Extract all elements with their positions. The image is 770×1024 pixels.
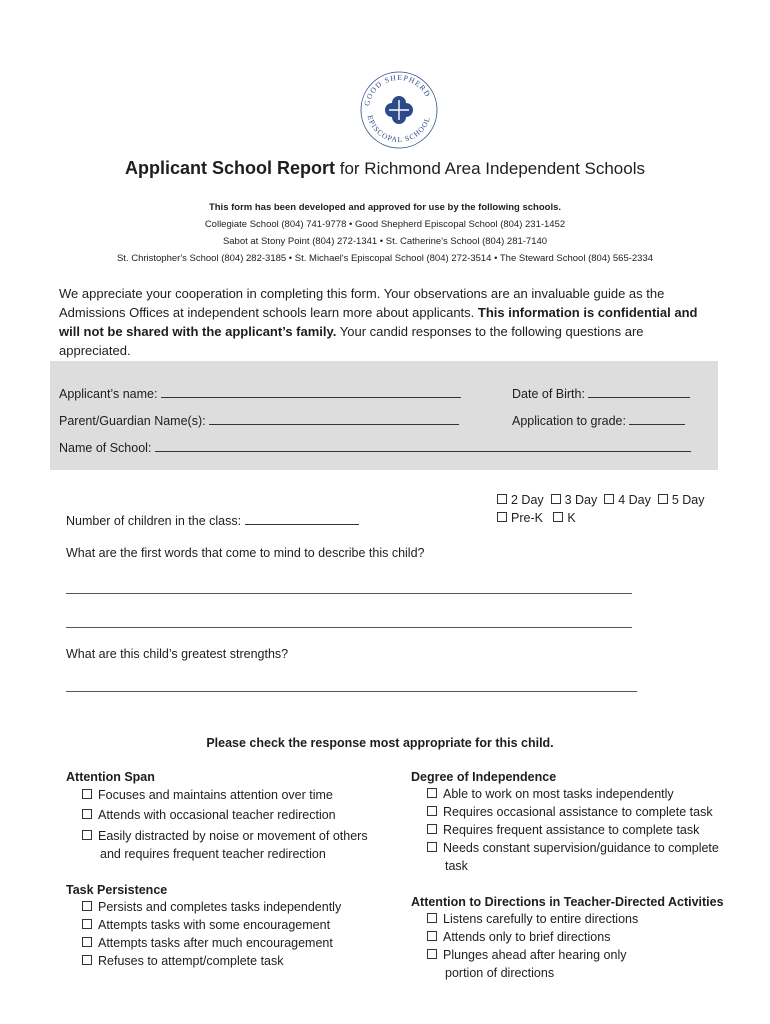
list-item[interactable]: Requires occasional assistance to complete task <box>411 803 719 821</box>
list-item[interactable]: Attends only to brief directions <box>411 928 724 946</box>
directions-section <box>411 895 724 982</box>
option-3-day[interactable]: 3 Day <box>551 493 598 507</box>
schools-line-1: Collegiate School (804) 741-9778 • Good Shepherd Episcopal School (804) 231-1452 <box>204 219 566 230</box>
children-count-line[interactable] <box>245 511 359 525</box>
list-item[interactable]: Attends with occasional teacher redirection <box>66 806 368 824</box>
list-item[interactable]: Attempts tasks with some encouragement <box>66 916 341 934</box>
checkbox-icon[interactable] <box>658 494 668 504</box>
answer-line-3[interactable] <box>66 691 637 692</box>
seal-icon <box>359 70 439 150</box>
checkbox-icon[interactable] <box>427 913 437 923</box>
task-persistence-section <box>66 883 341 970</box>
class-options-row-1 <box>497 493 704 507</box>
answer-line-2[interactable] <box>66 627 632 628</box>
checkbox-icon[interactable] <box>82 901 92 911</box>
checkbox-icon[interactable] <box>497 512 507 522</box>
option-2-day[interactable]: 2 Day <box>497 493 544 507</box>
checkbox-icon[interactable] <box>427 842 437 852</box>
checkbox-icon[interactable] <box>551 494 561 504</box>
school-line[interactable] <box>155 438 691 452</box>
list-item[interactable]: Requires frequent assistance to complete task <box>411 821 719 839</box>
checkbox-icon[interactable] <box>497 494 507 504</box>
checkbox-icon[interactable] <box>82 830 92 840</box>
checkbox-icon[interactable] <box>82 789 92 799</box>
list-item[interactable]: Easily distracted by noise or movement of others <box>66 827 368 845</box>
checkbox-icon[interactable] <box>553 512 563 522</box>
checkbox-icon[interactable] <box>427 949 437 959</box>
approved-heading: This form has been developed and approved for use by the following schools. <box>208 202 562 213</box>
svg-text:GOOD SHEPHERD: GOOD SHEPHERD <box>362 72 433 107</box>
list-item-continued: and requires frequent teacher redirection <box>100 847 326 861</box>
checkbox-icon[interactable] <box>82 919 92 929</box>
intro-paragraph: We appreciate your cooperation in completing this form. Your observations are an invaluable guide as the Admissions Offices at independent schools learn more about applicants. This information is confidential and will not be shared with the applicant’s family. Your candid responses to the following questions are appreciated. <box>59 286 698 358</box>
question-first-words: What are the first words that come to mind to describe this child? <box>66 546 425 560</box>
section-title: Task Persistence <box>66 883 168 897</box>
checkbox-icon[interactable] <box>604 494 614 504</box>
check-instructions: Please check the response most appropriate for this child. <box>206 736 554 750</box>
option-4-day[interactable]: 4 Day <box>604 493 651 507</box>
school-logo <box>359 70 439 150</box>
list-item[interactable]: Plunges ahead after hearing only <box>411 946 724 964</box>
guardian-line[interactable] <box>209 411 459 425</box>
section-title: Attention Span <box>66 770 155 784</box>
question-strengths: What are this child’s greatest strengths? <box>66 647 289 661</box>
list-item[interactable]: Persists and completes tasks independently <box>66 898 341 916</box>
checkbox-icon[interactable] <box>427 931 437 941</box>
dob-line[interactable] <box>588 384 690 398</box>
schools-line-2: Sabot at Stony Point (804) 272-1341 • St. Catherine's School (804) 281-7140 <box>222 236 548 247</box>
dob-field[interactable]: Date of Birth: <box>512 384 690 401</box>
list-item[interactable]: Able to work on most tasks independently <box>411 785 719 803</box>
list-item[interactable]: Refuses to attempt/complete task <box>66 952 341 970</box>
option-pre-k[interactable]: Pre-K <box>497 511 543 525</box>
list-item[interactable]: Attempts tasks after much encouragement <box>66 934 341 952</box>
checkbox-icon[interactable] <box>427 824 437 834</box>
checkbox-icon[interactable] <box>427 806 437 816</box>
applicant-name-line[interactable] <box>161 384 461 398</box>
option-5-day[interactable]: 5 Day <box>658 493 705 507</box>
list-item-continued: task <box>445 859 468 873</box>
checkbox-icon[interactable] <box>82 809 92 819</box>
section-title: Attention to Directions in Teacher-Directed Activities <box>411 895 724 909</box>
checkbox-icon[interactable] <box>427 788 437 798</box>
grade-line[interactable] <box>629 411 685 425</box>
grade-field[interactable]: Application to grade: <box>512 411 685 428</box>
class-options-row-2 <box>497 511 576 525</box>
answer-line-1[interactable] <box>66 593 632 594</box>
checkbox-icon[interactable] <box>82 955 92 965</box>
guardian-field[interactable]: Parent/Guardian Name(s): <box>59 411 459 428</box>
applicant-name-field[interactable]: Applicant’s name: <box>59 384 461 401</box>
svg-text:EPISCOPAL SCHOOL: EPISCOPAL SCHOOL <box>365 114 433 145</box>
list-item[interactable]: Focuses and maintains attention over time <box>66 786 368 804</box>
page-title: Applicant School Report for Richmond Area Independent Schools <box>125 158 645 178</box>
schools-line-3: St. Christopher's School (804) 282-3185 • St. Michael's Episcopal School (804) 272-3514 • The Steward School (804) 565-2334 <box>116 253 654 264</box>
list-item-continued: portion of directions <box>445 966 555 980</box>
list-item[interactable]: Listens carefully to entire directions <box>411 910 724 928</box>
attention-span-section <box>66 770 368 863</box>
list-item[interactable]: Needs constant supervision/guidance to complete <box>411 839 719 857</box>
option-k[interactable]: K <box>553 511 575 525</box>
children-count-field[interactable]: Number of children in the class: <box>66 511 359 528</box>
section-title: Degree of Independence <box>411 770 557 784</box>
checkbox-icon[interactable] <box>82 937 92 947</box>
school-field[interactable]: Name of School: <box>59 438 691 455</box>
independence-section <box>411 770 719 875</box>
